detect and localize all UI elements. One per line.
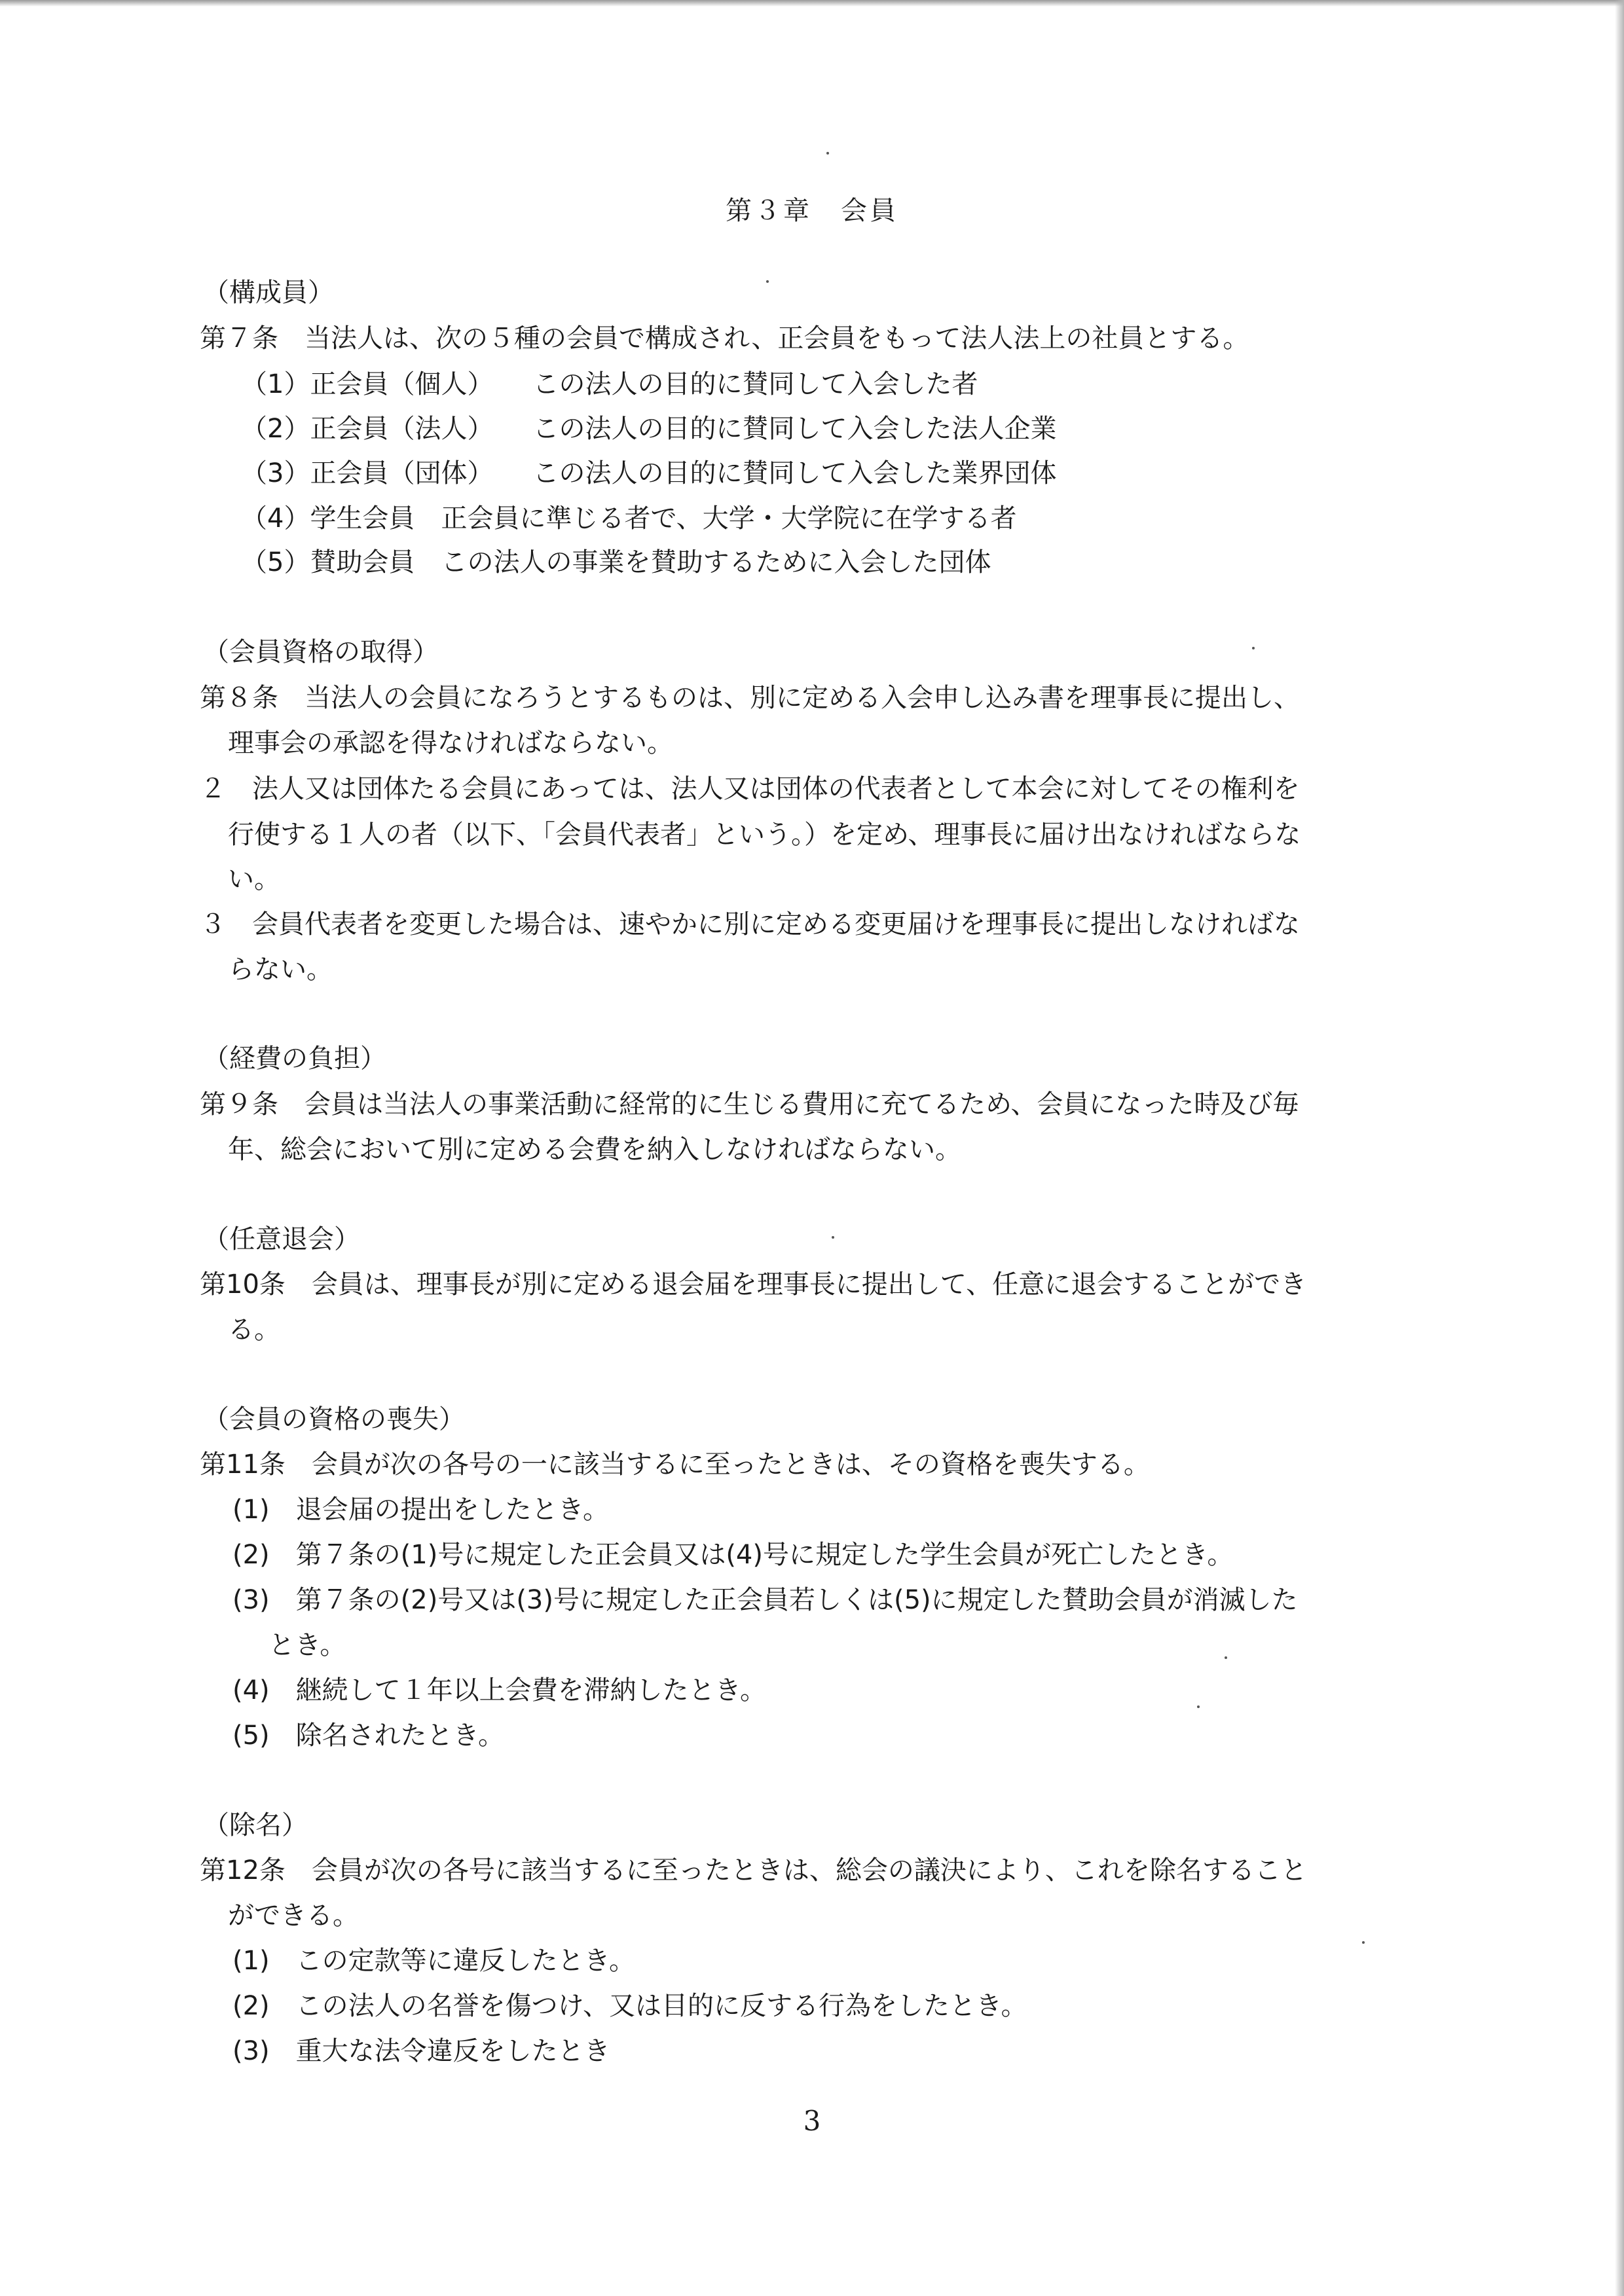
scan-speck — [832, 1236, 834, 1239]
article-line: ２ 法人又は団体たる会員にあっては、法人又は団体の代表者として本会に対してその権利を — [200, 774, 1300, 804]
scan-edge-right — [1615, 0, 1624, 2296]
section-caption: （任意退会） — [203, 1224, 360, 1254]
list-item: (2) 第７条の(1)号に規定した正会員又は(4)号に規定した学生会員が死亡したとき。 — [232, 1540, 1234, 1570]
scan-speck — [766, 280, 769, 283]
scan-edge-top — [0, 0, 1624, 7]
article-line: 第７条 当法人は、次の５種の会員で構成され、正会員をもって法人法上の社員とする。 — [200, 323, 1249, 354]
list-item: (3) 第７条の(2)号又は(3)号に規定した正会員若しくは(5)に規定した賛助会員が消滅した — [232, 1585, 1298, 1615]
list-item: （5）賛助会員 この法人の事業を賛助するために入会した団体 — [241, 547, 991, 577]
scan-speck — [1252, 647, 1255, 649]
page-number: 3 — [803, 2105, 821, 2137]
article-line: る。 — [228, 1315, 280, 1345]
list-item: （2）正会員（法人） この法人の目的に賛同して入会した法人企業 — [241, 414, 1057, 444]
article-line: 第９条 会員は当法人の事業活動に経常的に生じる費用に充てるため、会員になった時及び毎 — [200, 1089, 1299, 1120]
article-line: 年、総会において別に定める会費を納入しなければならない。 — [228, 1135, 961, 1165]
section-caption: （経費の負担） — [203, 1044, 386, 1074]
section-caption: （除名） — [203, 1810, 308, 1840]
list-item: (5) 除名されたとき。 — [232, 1721, 505, 1751]
scan-speck — [826, 152, 829, 155]
list-item: (2) この法人の名誉を傷つけ、又は目的に反する行為をしたとき。 — [232, 1991, 1027, 2021]
list-item: (1) この定款等に違反したとき。 — [232, 1946, 636, 1976]
article-line: らない。 — [228, 955, 333, 985]
article-line: 第10条 会員は、理事長が別に定める退会届を理事長に提出して、任意に退会することができ — [200, 1269, 1307, 1300]
chapter-title: 第３章 会員 — [726, 196, 898, 226]
article-line: 理事会の承認を得なければならない。 — [228, 728, 673, 758]
scan-speck — [1225, 1656, 1227, 1659]
article-line: 第８条 当法人の会員になろうとするものは、別に定める入会申し込み書を理事長に提出し、 — [200, 683, 1300, 713]
list-item: （1）正会員（個人） この法人の目的に賛同して入会した者 — [241, 369, 978, 399]
list-item: (1) 退会届の提出をしたとき。 — [232, 1495, 610, 1525]
section-caption: （構成員） — [203, 278, 334, 308]
list-item: とき。 — [268, 1630, 346, 1660]
scan-speck — [1362, 1941, 1365, 1944]
article-line: ３ 会員代表者を変更した場合は、速やかに別に定める変更届けを理事長に提出しなければな — [200, 909, 1300, 939]
section-caption: （会員資格の取得） — [203, 637, 439, 667]
list-item: (4) 継続して１年以上会費を滞納したとき。 — [232, 1675, 767, 1705]
article-line: 行使する１人の者（以下、「会員代表者」という。）を定め、理事長に届け出なければならな — [228, 820, 1301, 850]
article-line: 第12条 会員が次の各号に該当するに至ったときは、総会の議決により、これを除名すること — [200, 1855, 1307, 1886]
list-item: (3) 重大な法令違反をしたとき — [232, 2036, 610, 2066]
article-line: ができる。 — [228, 1901, 359, 1931]
article-line: 第11条 会員が次の各号の一に該当するに至ったときは、その資格を喪失する。 — [200, 1449, 1150, 1480]
list-item: （4）学生会員 正会員に準じる者で、大学・大学院に在学する者 — [241, 503, 1017, 534]
list-item: （3）正会員（団体） この法人の目的に賛同して入会した業界団体 — [241, 458, 1057, 488]
section-caption: （会員の資格の喪失） — [203, 1404, 465, 1434]
article-line: い。 — [228, 864, 280, 894]
scan-speck — [1197, 1705, 1200, 1708]
